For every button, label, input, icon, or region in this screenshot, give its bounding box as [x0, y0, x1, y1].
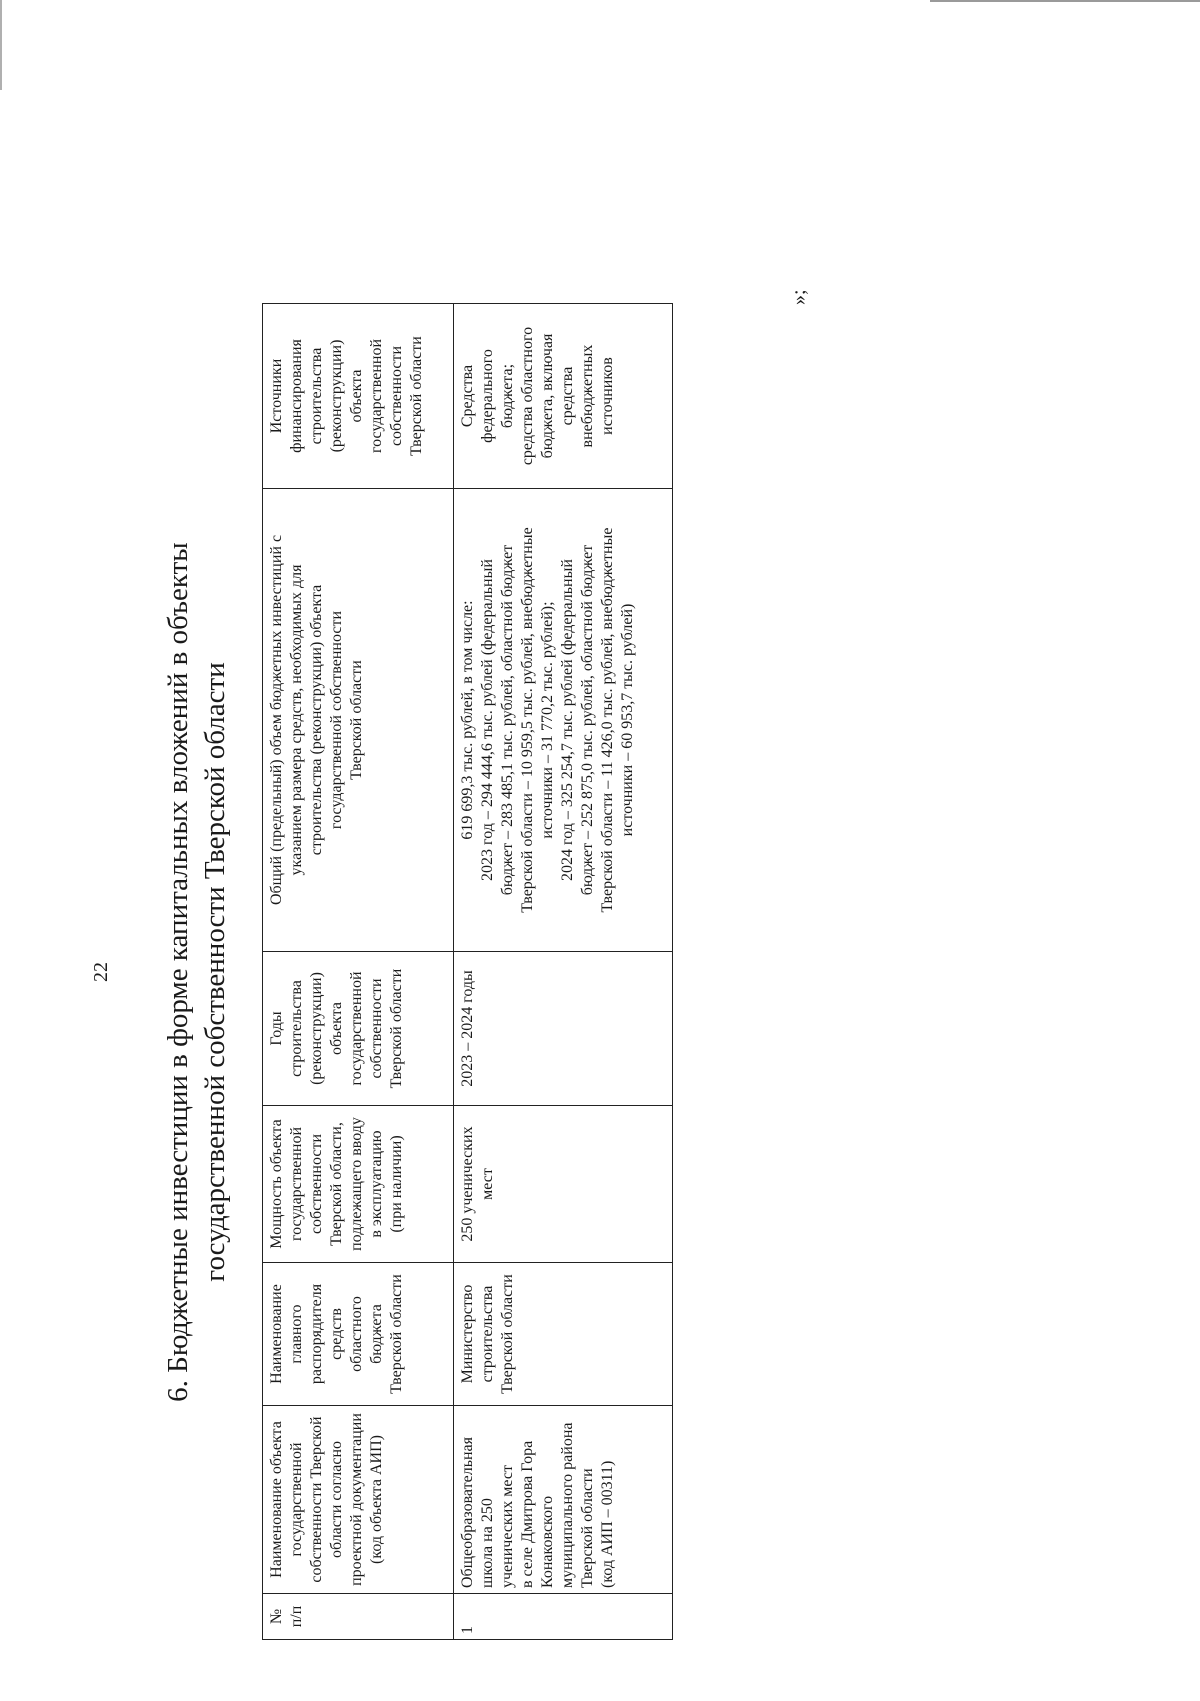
title-line-2: государственной собственности Тверской области	[199, 662, 231, 1282]
header-sources: Источники финансирования строительства (реконструкции) объекта государственной собственности Тверской области	[263, 304, 454, 489]
closing-quote-mark: »;	[788, 289, 810, 305]
header-capacity: Мощность объекта государственной собственности Тверской области, подлежащего вводу в эксплуатацию (при наличии)	[263, 1106, 454, 1263]
cell-capacity: 250 ученических мест	[454, 1106, 673, 1263]
table-row	[454, 304, 673, 1640]
document-title	[160, 297, 234, 1647]
cell-num: 1	[454, 1594, 673, 1640]
title-line-1: 6. Бюджетные инвестиции в форме капитальных вложений в объекты	[162, 542, 194, 1402]
scan-edge-left	[0, 0, 2, 90]
cell-volume: 619 699,3 тыс. рублей, в том числе: 2023 год – 294 444,6 тыс. рублей (федеральный бюджет – 283 485,1 тыс. рублей, областной бюджет Тверской области – 10 959,5 тыс. рублей, внебюджетные источники – 31 770,2 тыс. рублей); 2024 год – 325 254,7 тыс. рублей (федеральный бюджет – 252 875,0 тыс. рублей, областной бюджет Тверской области – 11 426,0 тыс. рублей, внебюджетные источники – 60 953,7 тыс. рублей)	[454, 489, 673, 952]
cell-administrator: Министерство строительства Тверской области	[454, 1263, 673, 1406]
scan-edge-top	[930, 0, 1200, 2]
cell-years: 2023 – 2024 годы	[454, 952, 673, 1106]
cell-sources: Средства федерального бюджета; средства областного бюджета, включая средства внебюджетных источников	[454, 304, 673, 489]
header-object-name: Наименование объекта государственной собственности Тверской области согласно проектной документации (код объекта АИП)	[263, 1406, 454, 1594]
header-num: № п/п	[263, 1594, 454, 1640]
header-years: Годы строительства (реконструкции) объекта государственной собственности Тверской области	[263, 952, 454, 1106]
table-header-row	[263, 304, 454, 1640]
header-volume: Общий (предельный) объем бюджетных инвестиций с указанием размера средств, необходимых для строительства (реконструкции) объекта государственной собственности Тверской области	[263, 489, 454, 952]
investment-table	[262, 303, 673, 1640]
header-administrator: Наименование главного распорядителя средств областного бюджета Тверской области	[263, 1263, 454, 1406]
page-number: 22	[90, 962, 112, 982]
rotated-page	[80, 117, 1120, 1647]
cell-object-name: Общеобразовательная школа на 250 ученических мест в селе Дмитрова Гора Конаковского муниципального района Тверской области (код АИП – 00311)	[454, 1406, 673, 1594]
